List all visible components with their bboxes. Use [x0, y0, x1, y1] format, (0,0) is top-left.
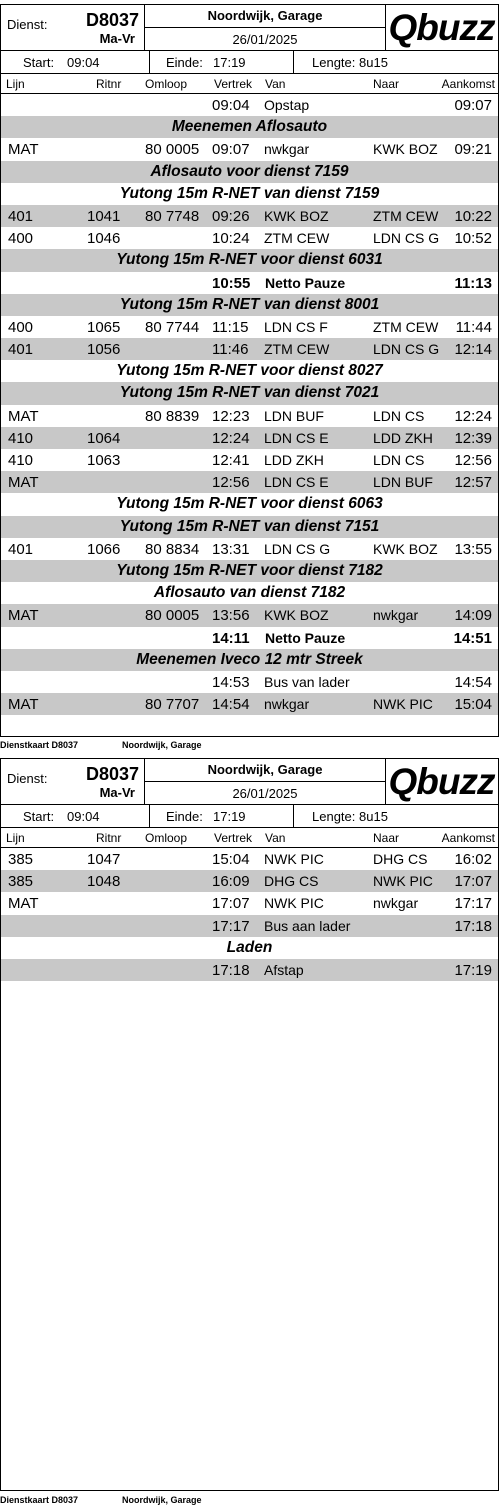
omloop-cell: 80 7744 — [145, 318, 200, 336]
naar-cell: LDN BUF — [373, 474, 433, 491]
footer-card-label: Dienstkaart D8037 — [0, 740, 79, 750]
vertrek-cell: 16:09 — [212, 873, 250, 891]
section-heading: Laden — [226, 938, 273, 956]
aankomst-cell: 14:54 — [454, 673, 492, 691]
trip-row — [1, 671, 498, 693]
van-cell: LDN CS E — [264, 429, 329, 446]
column-header: Vertrek — [214, 77, 253, 91]
lijn-cell: 385 — [8, 873, 34, 891]
column-header: Omloop — [145, 77, 188, 91]
lijn-cell: 385 — [8, 851, 34, 868]
footer-location: Noordwijk, Garage — [122, 740, 202, 750]
ritnr-cell: 1048 — [87, 873, 121, 891]
vertrek-cell: 12:24 — [212, 429, 250, 447]
aankomst-cell: 11:44 — [455, 318, 492, 336]
start-label: Start: — [23, 809, 55, 824]
schedule-rows — [1, 94, 498, 715]
dienst-code: D8037 — [85, 764, 139, 784]
pause-start: 14:11 — [212, 629, 250, 647]
start-time: 09:04 — [67, 809, 100, 824]
lijn-cell: 410 — [8, 429, 34, 447]
pause-label: Netto Pauze — [265, 274, 346, 291]
column-header: Lijn — [6, 831, 25, 845]
lijn-cell: 401 — [8, 207, 34, 225]
divider — [145, 27, 385, 28]
vertrek-cell: 17:18 — [212, 961, 250, 979]
aankomst-cell: 16:02 — [454, 851, 492, 868]
ritnr-cell: 1064 — [87, 429, 121, 447]
section-heading: Yutong 15m R-NET van dienst 8001 — [119, 295, 380, 313]
section-heading-row — [1, 582, 498, 604]
trip-row — [1, 427, 498, 449]
pause-label: Netto Pauze — [265, 629, 346, 646]
section-heading-row — [1, 294, 498, 316]
qbuzz-logo: Qbuzz — [388, 7, 495, 48]
footer-location: Noordwijk, Garage — [122, 1495, 202, 1505]
lengte-label: Lengte: — [312, 55, 356, 70]
trip-row — [1, 138, 498, 160]
dienst-code: D8037 — [85, 10, 139, 30]
aankomst-cell: 17:07 — [454, 873, 492, 891]
column-header: Van — [265, 831, 286, 845]
duty-card-page-2 — [0, 758, 499, 1491]
van-cell: LDN BUF — [264, 407, 324, 424]
ritnr-cell: 1065 — [87, 318, 121, 336]
section-heading: Aflosauto voor dienst 7159 — [150, 162, 349, 180]
naar-cell: NWK PIC — [373, 873, 433, 890]
trip-row — [1, 471, 498, 493]
vertrek-cell: 09:07 — [212, 141, 250, 159]
van-cell: LDN CS F — [264, 318, 328, 335]
trip-row — [1, 405, 498, 427]
column-header: Lijn — [6, 77, 25, 91]
aankomst-cell: 10:22 — [454, 207, 492, 225]
lengte-label: Lengte: — [312, 809, 356, 824]
trip-row — [1, 94, 498, 116]
aankomst-cell: 12:24 — [454, 407, 492, 425]
section-heading-row — [1, 560, 498, 582]
lijn-cell: MAT — [8, 895, 39, 913]
section-heading-row — [1, 360, 498, 382]
section-heading: Yutong 15m R-NET van dienst 7021 — [119, 384, 380, 402]
column-header: Ritnr — [96, 77, 122, 91]
van-cell: NWK PIC — [264, 895, 324, 912]
divider — [149, 805, 150, 827]
section-heading-row — [1, 116, 498, 138]
aankomst-cell: 17:18 — [454, 917, 492, 935]
trip-row — [1, 449, 498, 471]
aankomst-cell: 17:19 — [454, 961, 492, 979]
ritnr-cell: 1041 — [87, 207, 121, 225]
omloop-cell: 80 7748 — [145, 207, 200, 225]
vertrek-cell: 11:15 — [212, 318, 249, 336]
dienst-days: Ma-Vr — [99, 785, 135, 800]
section-heading-row — [1, 937, 498, 959]
section-heading: Aflosauto van dienst 7182 — [153, 584, 346, 602]
lijn-cell: 400 — [8, 318, 34, 336]
einde-time: 17:19 — [213, 809, 246, 824]
aankomst-cell: 14:09 — [454, 607, 492, 625]
van-cell: KWK BOZ — [264, 607, 329, 624]
aankomst-cell: 10:52 — [454, 230, 492, 248]
aankomst-cell: 12:14 — [454, 341, 492, 359]
vertrek-cell: 17:17 — [212, 917, 250, 935]
lijn-cell: MAT — [8, 696, 39, 714]
ritnr-cell: 1056 — [87, 341, 121, 359]
vertrek-cell: 12:41 — [212, 452, 250, 469]
van-cell: NWK PIC — [264, 851, 324, 867]
vertrek-cell: 09:04 — [212, 97, 250, 114]
einde-label: Einde: — [166, 809, 203, 824]
einde-label: Einde: — [166, 55, 203, 70]
naar-cell: LDN CS — [373, 452, 425, 468]
trip-row — [1, 959, 498, 981]
vertrek-cell: 17:07 — [212, 895, 250, 913]
dienst-days: Ma-Vr — [99, 31, 135, 46]
divider — [293, 51, 294, 73]
lijn-cell: 400 — [8, 230, 34, 248]
vertrek-cell: 13:56 — [212, 607, 250, 625]
omloop-cell: 80 7707 — [145, 696, 200, 714]
van-cell: ZTM CEW — [264, 230, 330, 247]
lengte-value: 8u15 — [359, 55, 388, 70]
trip-row — [1, 316, 498, 338]
divider — [149, 51, 150, 73]
lijn-cell: MAT — [8, 407, 39, 425]
naar-cell: NWK PIC — [373, 696, 433, 713]
date: 26/01/2025 — [232, 786, 298, 801]
column-header: Vertrek — [214, 831, 253, 845]
pause-start: 10:55 — [212, 274, 251, 292]
section-heading-row — [1, 516, 498, 538]
schedule-rows — [1, 848, 498, 981]
naar-cell: LDD ZKH — [373, 429, 433, 446]
dienst-label: Dienst: — [7, 771, 48, 786]
van-cell: Opstap — [264, 97, 310, 113]
van-cell: DHG CS — [264, 873, 319, 890]
trip-row — [1, 870, 498, 892]
lijn-cell: MAT — [8, 141, 39, 159]
vertrek-cell: 11:46 — [212, 341, 249, 359]
ritnr-cell: 1063 — [87, 452, 121, 469]
divider — [145, 781, 385, 782]
van-cell: Bus van lader — [264, 673, 350, 690]
van-cell: LDN CS G — [264, 540, 331, 557]
trip-row — [1, 604, 498, 626]
location: Noordwijk, Garage — [207, 762, 323, 777]
einde-time: 17:19 — [213, 55, 246, 70]
vertrek-cell: 10:24 — [212, 230, 250, 248]
aankomst-cell: 15:04 — [454, 696, 492, 714]
omloop-cell: 80 8834 — [145, 540, 200, 558]
aankomst-cell: 12:57 — [454, 474, 492, 492]
section-heading: Meenemen Iveco 12 mtr Streek — [136, 650, 363, 668]
omloop-cell: 80 8839 — [145, 407, 200, 425]
section-heading-row — [1, 382, 498, 404]
trip-row — [1, 848, 498, 870]
trip-row — [1, 693, 498, 715]
section-heading: Meenemen Aflosauto — [171, 118, 328, 136]
van-cell: ZTM CEW — [264, 341, 330, 358]
pause-end: 14:51 — [453, 629, 492, 647]
section-heading: Yutong 15m R-NET van dienst 7151 — [119, 517, 380, 535]
lijn-cell: 410 — [8, 452, 34, 469]
trip-row — [1, 227, 498, 249]
section-heading-row — [1, 249, 498, 271]
naar-cell: LDN CS — [373, 407, 425, 424]
aankomst-cell: 17:17 — [454, 895, 492, 913]
column-header: Ritnr — [96, 831, 122, 845]
vertrek-cell: 12:56 — [212, 474, 250, 492]
location: Noordwijk, Garage — [207, 8, 323, 23]
aankomst-cell: 09:07 — [454, 97, 492, 114]
column-headers — [1, 74, 498, 94]
divider — [293, 805, 294, 827]
aankomst-cell: 12:39 — [454, 429, 492, 447]
vertrek-cell: 14:54 — [212, 696, 250, 714]
lijn-cell: 401 — [8, 540, 34, 558]
start-label: Start: — [23, 55, 55, 70]
van-cell: KWK BOZ — [264, 207, 329, 224]
time-summary-row — [1, 50, 498, 74]
column-header: Aankomst — [441, 77, 495, 91]
naar-cell: nwkgar — [373, 895, 419, 912]
section-heading: Yutong 15m R-NET voor dienst 6063 — [116, 495, 383, 513]
vertrek-cell: 09:26 — [212, 207, 250, 225]
ritnr-cell: 1046 — [87, 230, 121, 248]
van-cell: Bus aan lader — [264, 917, 351, 934]
naar-cell: DHG CS — [373, 851, 428, 867]
lijn-cell: MAT — [8, 474, 39, 492]
duty-card-page-1 — [0, 4, 499, 737]
pause-row — [1, 272, 498, 294]
lengte-value: 8u15 — [359, 809, 388, 824]
column-header: Naar — [373, 831, 400, 845]
van-cell: nwkgar — [264, 141, 310, 158]
vertrek-cell: 13:31 — [212, 540, 250, 558]
van-cell: Afstap — [264, 961, 304, 978]
column-header: Aankomst — [441, 831, 495, 845]
section-heading-row — [1, 649, 498, 671]
omloop-cell: 80 0005 — [145, 141, 200, 159]
card-header — [1, 759, 498, 804]
start-time: 09:04 — [67, 55, 100, 70]
section-heading: Yutong 15m R-NET voor dienst 8027 — [116, 362, 383, 380]
aankomst-cell: 12:56 — [454, 452, 492, 469]
column-header: Omloop — [145, 831, 188, 845]
van-cell: nwkgar — [264, 696, 310, 713]
section-heading-row — [1, 161, 498, 183]
trip-row — [1, 338, 498, 360]
section-heading-row — [1, 183, 498, 205]
ritnr-cell: 1047 — [87, 851, 121, 868]
naar-cell: LDN CS G — [373, 230, 440, 247]
dienst-label: Dienst: — [7, 17, 48, 32]
time-summary-row — [1, 804, 498, 828]
section-heading: Yutong 15m R-NET voor dienst 7182 — [116, 561, 383, 579]
qbuzz-logo: Qbuzz — [388, 761, 495, 802]
card-header — [1, 5, 498, 50]
trip-row — [1, 915, 498, 937]
omloop-cell: 80 0005 — [145, 607, 200, 625]
trip-row — [1, 892, 498, 914]
van-cell: LDD ZKH — [264, 452, 324, 468]
section-heading-row — [1, 493, 498, 515]
lijn-cell: 401 — [8, 341, 34, 359]
naar-cell: KWK BOZ — [373, 540, 438, 557]
column-header: Van — [265, 77, 286, 91]
pause-row — [1, 627, 498, 649]
lijn-cell: MAT — [8, 607, 39, 625]
vertrek-cell: 15:04 — [212, 851, 250, 868]
ritnr-cell: 1066 — [87, 540, 121, 558]
date: 26/01/2025 — [232, 32, 298, 47]
naar-cell: KWK BOZ — [373, 141, 438, 158]
pause-end: 11:13 — [454, 274, 492, 292]
footer-card-label: Dienstkaart D8037 — [0, 1495, 79, 1505]
trip-row — [1, 205, 498, 227]
vertrek-cell: 12:23 — [212, 407, 250, 425]
aankomst-cell: 09:21 — [454, 141, 492, 159]
aankomst-cell: 13:55 — [454, 540, 492, 558]
naar-cell: ZTM CEW — [373, 318, 439, 335]
naar-cell: LDN CS G — [373, 341, 440, 358]
trip-row — [1, 538, 498, 560]
section-heading: Yutong 15m R-NET van dienst 7159 — [119, 184, 380, 202]
naar-cell: ZTM CEW — [373, 207, 439, 224]
column-header: Naar — [373, 77, 400, 91]
section-heading: Yutong 15m R-NET voor dienst 6031 — [116, 251, 383, 269]
vertrek-cell: 14:53 — [212, 673, 250, 691]
naar-cell: nwkgar — [373, 607, 419, 624]
van-cell: LDN CS E — [264, 474, 329, 491]
column-headers — [1, 828, 498, 848]
